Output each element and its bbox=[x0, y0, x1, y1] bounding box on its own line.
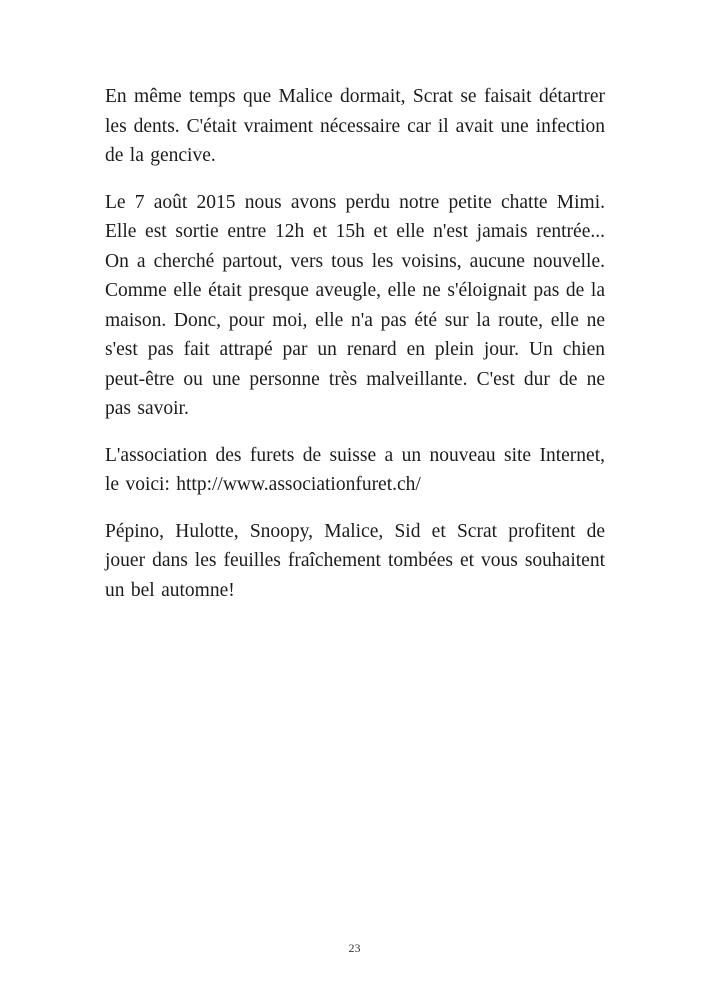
text-block bbox=[105, 82, 605, 622]
paragraph-association-website: L'association des furets de suisse a un nouveau site Internet, le voici: http://www.associationfuret.ch/ bbox=[105, 444, 605, 495]
paragraph-autumn-greeting: Pépino, Hulotte, Snoopy, Malice, Sid et Scrat profitent de jouer dans les feuilles fraîchement tombées et vous souhaitent un bel automne! bbox=[105, 520, 605, 601]
paragraph-lost-cat: Le 7 août 2015 nous avons perdu notre petite chatte Mimi. Elle est sortie entre 12h et 15h et elle n'est jamais rentrée... On a cherché partout, vers tous les voisins, aucune nouvelle. Comme elle était presque aveugle, elle ne s'éloignait pas de la maison. Donc, pour moi, elle n'a pas été sur la route, elle ne s'est pas fait attrapé par un renard en plein jour. Un chien peut-être ou une personne très malveillante. C'est dur de ne pas savoir. bbox=[105, 191, 605, 419]
paragraph-dental: En même temps que Malice dormait, Scrat se faisait détartrer les dents. C'était vraiment nécessaire car il avait une infection de la gencive. bbox=[105, 86, 605, 166]
page-number: 23 bbox=[348, 941, 361, 955]
